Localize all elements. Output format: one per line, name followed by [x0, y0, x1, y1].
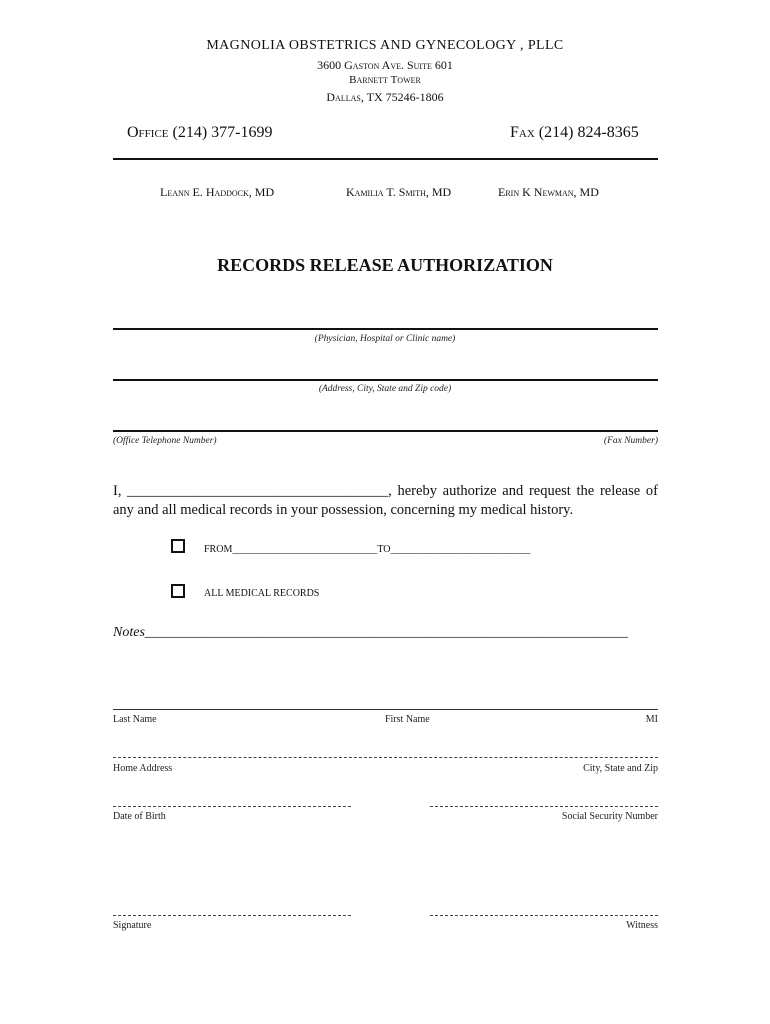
ssn-label: Social Security Number [561, 811, 658, 822]
address-field-hint: (Address, City, State and Zip code) [318, 384, 452, 394]
ssn-field-line[interactable] [430, 806, 658, 807]
firm-name: MAGNOLIA OBSTETRICS AND GYNECOLOGY , PLLC [206, 38, 564, 53]
header-divider [113, 158, 658, 160]
dob-label: Date of Birth [113, 811, 166, 822]
notes-field[interactable]: Notes_____________________________________________________________________ [113, 625, 628, 640]
address-line-2: Barnett Tower [349, 74, 421, 86]
all-records-label: ALL MEDICAL RECORDS [204, 588, 320, 599]
address-line-3: Dallas, TX 75246-1806 [326, 90, 444, 104]
office-phone-hint: (Office Telephone Number) [113, 436, 217, 446]
signature-field-line[interactable] [113, 915, 351, 916]
physician-name: Erin K Newman, MD [498, 185, 599, 199]
home-address-label: Home Address [113, 763, 173, 774]
physician-field-line[interactable] [113, 328, 658, 330]
signature-label: Signature [113, 920, 152, 931]
all-records-checkbox[interactable] [171, 584, 185, 598]
phone-fax-field-line[interactable] [113, 430, 658, 432]
from-to-checkbox[interactable] [171, 539, 185, 553]
last-name-label: Last Name [113, 714, 157, 725]
physician-field-hint: (Physician, Hospital or Clinic name) [314, 334, 456, 344]
dob-field-line[interactable] [113, 806, 351, 807]
from-to-label: FROM_____________________________TO____________________________ [204, 544, 531, 555]
page-title: RECORDS RELEASE AUTHORIZATION [217, 255, 553, 275]
witness-field-line[interactable] [430, 915, 658, 916]
first-name-label: First Name [385, 714, 430, 725]
fax-number: Fax (214) 824-8365 [510, 124, 639, 141]
home-address-field-line[interactable] [113, 757, 658, 758]
physician-name: Kamilia T. Smith, MD [346, 185, 452, 199]
mi-label: MI [645, 714, 658, 725]
address-field-line[interactable] [113, 379, 658, 381]
address-line-1: 3600 Gaston Ave. Suite 601 [317, 58, 453, 72]
witness-label: Witness [626, 920, 658, 931]
fax-hint: (Fax Number) [603, 436, 658, 446]
name-field-line[interactable] [113, 709, 658, 710]
office-phone: Office (214) 377-1699 [127, 124, 273, 141]
physician-name: Leann E. Haddock, MD [160, 185, 275, 199]
authorization-statement: I, ____________________________________, hereby authorize and request the release of any and all medical records in your possession, concerning my medical history. [113, 483, 658, 518]
city-state-zip-label: City, State and Zip [583, 763, 658, 774]
